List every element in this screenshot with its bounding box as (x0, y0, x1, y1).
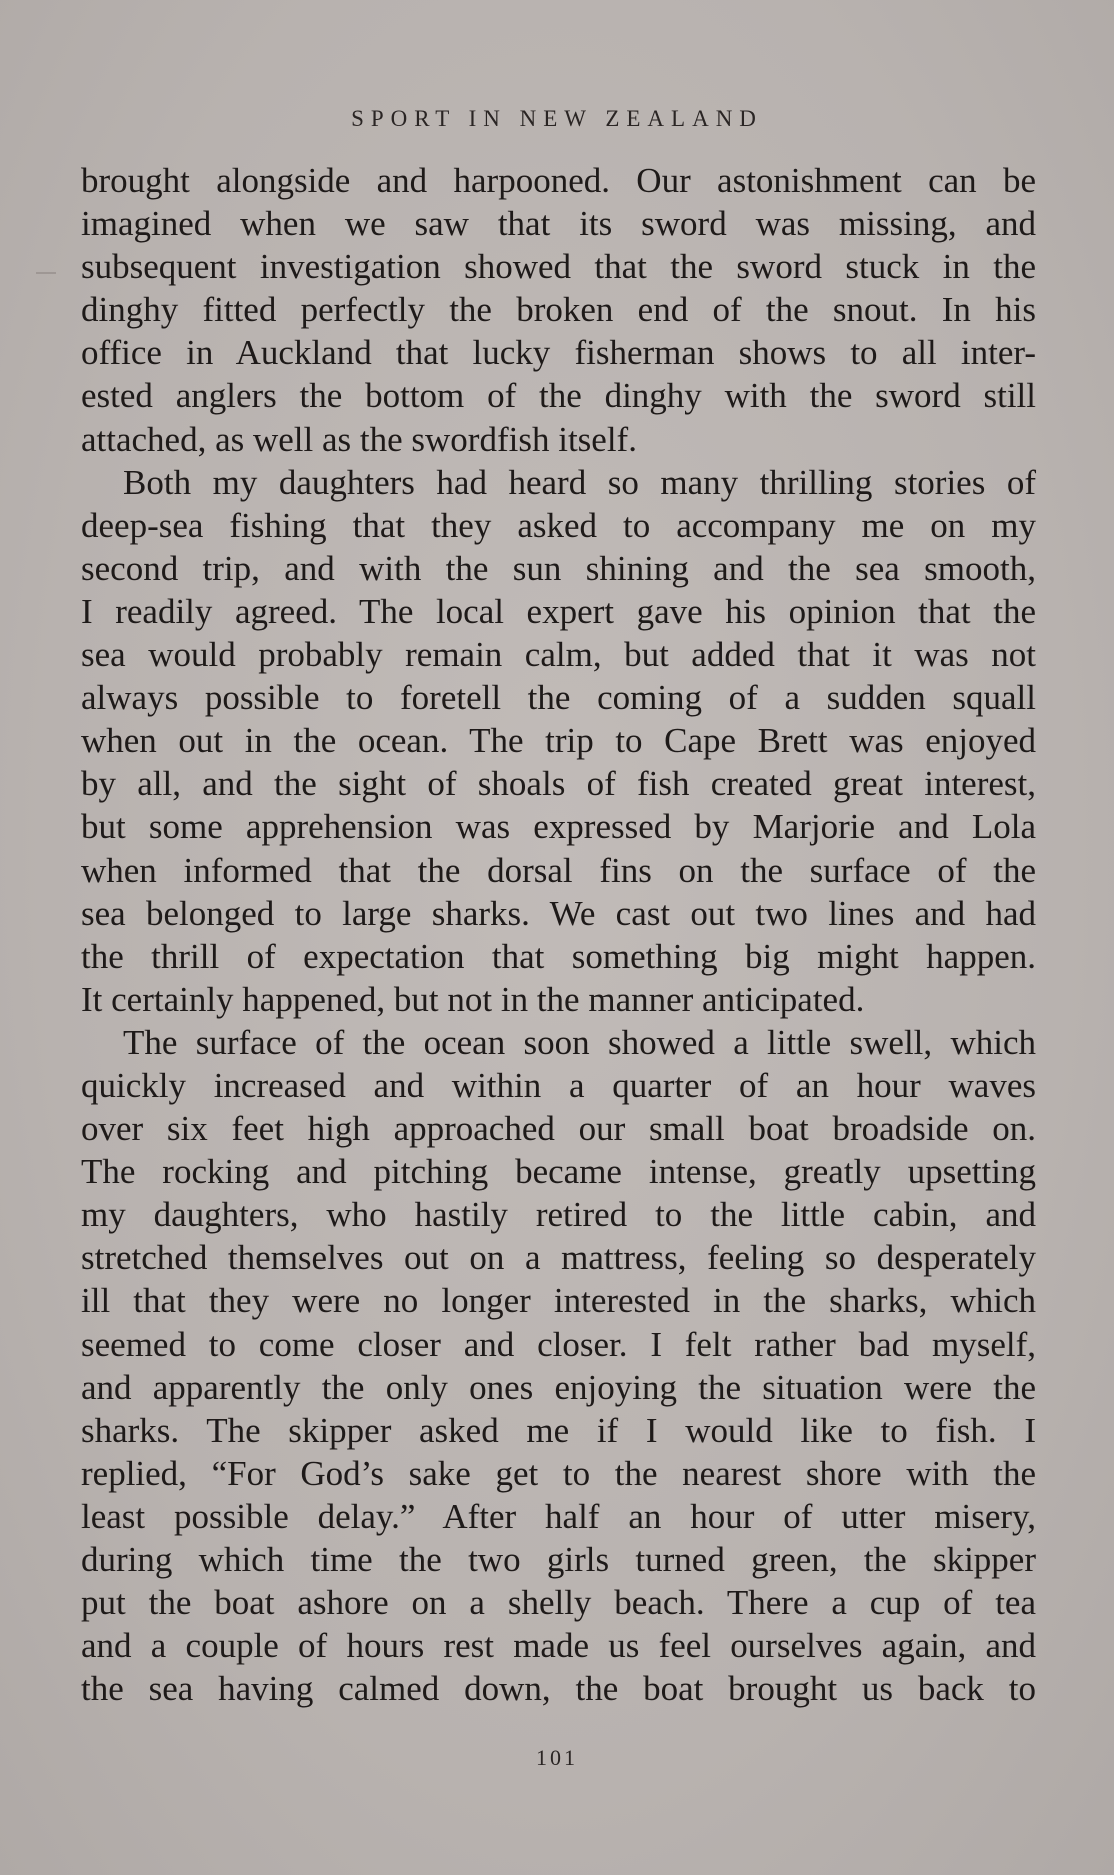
text-line: sharks. The skipper asked me if I would like to fish. I (81, 1410, 1036, 1450)
text-line: attached, as well as the swordfish itself. (81, 419, 637, 459)
text-line: ill that they were no longer interested in the sharks, which (81, 1281, 1036, 1321)
margin-mark (36, 272, 56, 274)
text-line: but some apprehension was expressed by Marjorie and Lola (81, 807, 1036, 847)
text-line: seemed to come closer and closer. I felt rather bad myself, (81, 1324, 1036, 1364)
text-line: always possible to foretell the coming of a sudden squall (81, 678, 1036, 718)
text-line: dinghy fitted perfectly the broken end of the snout. In his (81, 290, 1036, 330)
paragraph (81, 461, 1036, 1021)
text-line: and a couple of hours rest made us feel ourselves again, and (81, 1626, 1036, 1666)
text-line: imagined when we saw that its sword was missing, and (81, 204, 1036, 244)
text-line: least possible delay.” After half an hour of utter misery, (81, 1496, 1036, 1536)
text-line: deep-sea fishing that they asked to accompany me on my (81, 505, 1036, 545)
text-line: when informed that the dorsal fins on the surface of the (81, 850, 1036, 890)
text-line: I readily agreed. The local expert gave his opinion that the (81, 591, 1036, 631)
text-line: sea would probably remain calm, but added that it was not (81, 635, 1036, 675)
text-line: and apparently the only ones enjoying the situation were the (81, 1367, 1036, 1407)
text-line: sea belonged to large sharks. We cast out two lines and had (81, 893, 1036, 933)
text-line: quickly increased and within a quarter of an hour waves (81, 1065, 1036, 1105)
text-line: over six feet high approached our small boat broadside on. (81, 1109, 1036, 1149)
text-line: when out in the ocean. The trip to Cape Brett was enjoyed (81, 721, 1036, 761)
text-line: Both my daughters had heard so many thrilling stories of (123, 462, 1036, 502)
paragraph (81, 1021, 1036, 1711)
text-line: It certainly happened, but not in the manner anticipated. (81, 979, 865, 1019)
text-line: during which time the two girls turned green, the skipper (81, 1540, 1036, 1579)
text-line: by all, and the sight of shoals of fish created great interest, (81, 764, 1036, 804)
text-line: my daughters, who hastily retired to the little cabin, and (81, 1195, 1036, 1235)
text-line: second trip, and with the sun shining and the sea smooth, (81, 548, 1036, 588)
text-line: the sea having calmed down, the boat brought us back to (81, 1669, 1036, 1709)
text-line: stretched themselves out on a mattress, feeling so desperately (81, 1238, 1036, 1278)
running-head: SPORT IN NEW ZEALAND (351, 106, 763, 131)
text-line: office in Auckland that lucky fisherman shows to all inter- (81, 333, 1036, 373)
text-line: the thrill of expectation that something big might happen. (81, 936, 1036, 976)
text-line: brought alongside and harpooned. Our astonishment can be (81, 161, 1036, 200)
text-line: ested anglers the bottom of the dinghy with the sword still (81, 376, 1036, 416)
text-line: replied, “For God’s sake get to the nearest shore with the (81, 1453, 1036, 1493)
text-line: subsequent investigation showed that the sword stuck in the (81, 247, 1036, 287)
text-line: put the boat ashore on a shelly beach. There a cup of tea (81, 1583, 1036, 1623)
text-line: The rocking and pitching became intense, greatly upsetting (81, 1152, 1036, 1192)
body-text (81, 159, 1036, 1710)
text-line: The surface of the ocean soon showed a little swell, which (123, 1022, 1036, 1062)
paragraph (81, 159, 1036, 461)
page-number: 101 (536, 1745, 578, 1770)
